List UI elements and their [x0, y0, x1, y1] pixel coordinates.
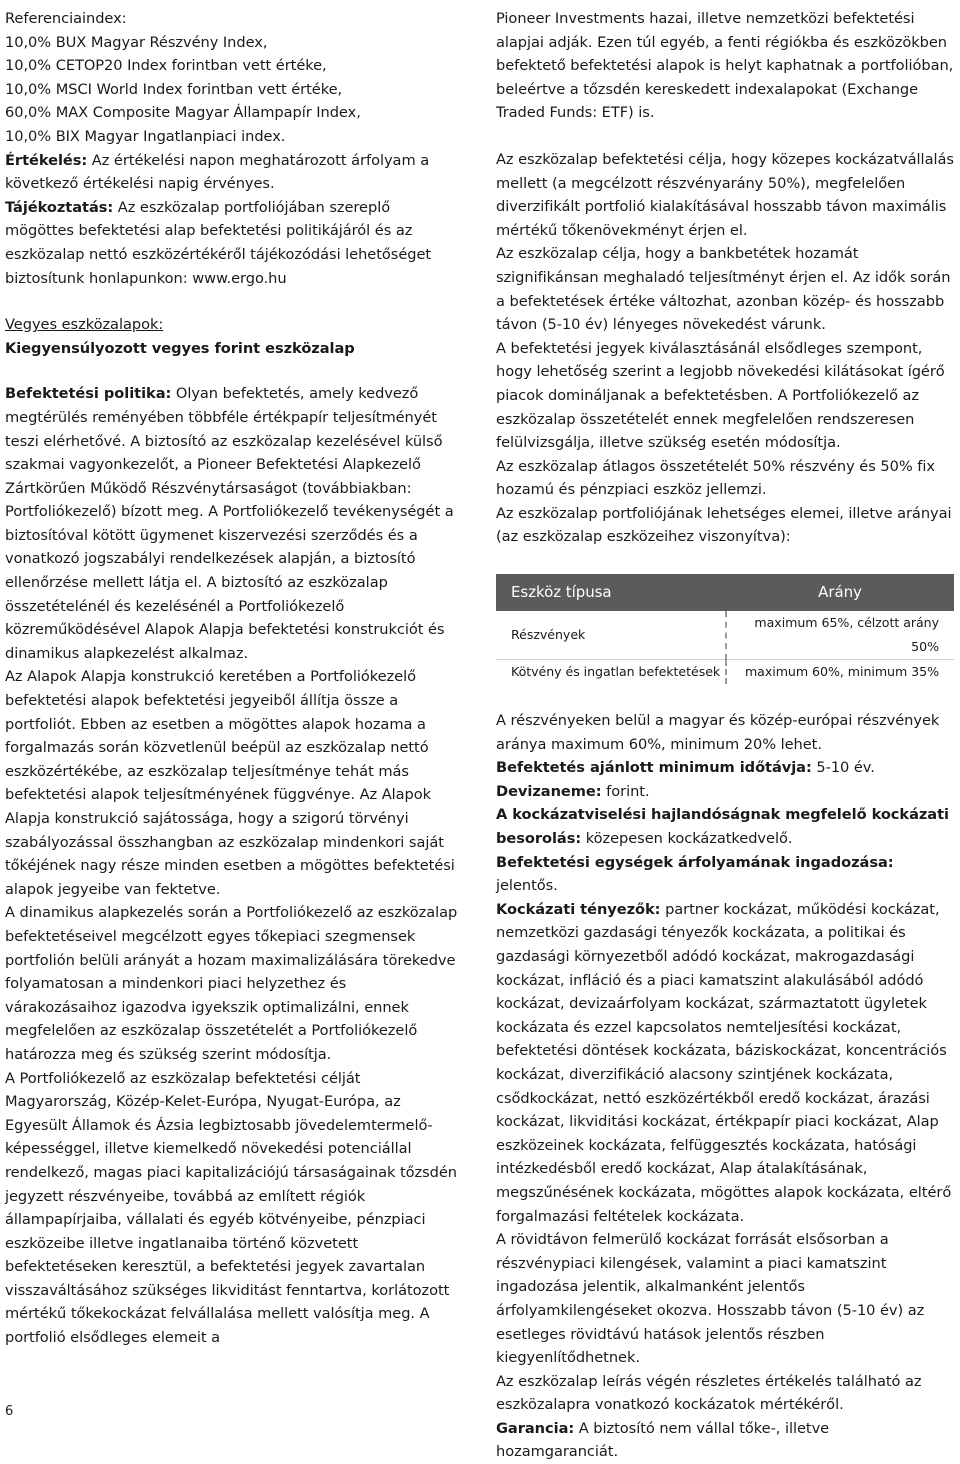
guarantee-line — [496, 1417, 954, 1464]
bank-deposit-paragraph: Az eszközalap célja, hogy a bankbetétek hozamát szignifikánsan meghaladó teljesítményt érjen el. Az idők során a befektetések értéke változhat, azonban közép- és hosszabb távon (5-10 év) lényeges növekedést várunk. — [496, 245, 951, 334]
investment-policy-text: Olyan befektetés, amely kedvező megtérülés reményében többféle értékpapír teljesítményét teszi elérhetővé. A biztosító az eszközalap kezelésével külső szakmai vagyonkezelőt, a Pioneer Befektetési Alapkezelő Zártkörűen Működő Részvénytársaságot (továbbiakban: Portfoliókezelő) bízott meg. A Portfoliókezelő tevékenységét a biztosítóval kötött ügymenet kiszervezési szerződés és a vonatkozó jogszabályi rendelkezések alapján, a biztosító ellenőrzése mellett látja el. A biztosító az eszközalap összetételénél és kezelésénél a Portfoliókezelő közreműködésével Alapok Alapja befektetési konstrukciót és dinamikus alapkezelést alkalmaz. — [5, 385, 454, 662]
table-cell-ratio: maximum 60%, minimum 35% — [744, 664, 939, 680]
time-horizon-label: Befektetés ajánlott minimum időtávja: — [496, 759, 812, 777]
left-column — [5, 7, 460, 1350]
reference-index-line: 10,0% CETOP20 Index forintban vett értéke, — [5, 57, 327, 75]
guarantee-label: Garancia: — [496, 1419, 575, 1437]
volatility-label: Befektetési egységek árfolyamának ingadozása: — [496, 853, 894, 871]
risk-factors-label: Kockázati tényezők: — [496, 900, 661, 918]
information-label: Tájékoztatás: — [5, 198, 114, 216]
table-row — [496, 611, 954, 660]
currency-value: forint. — [601, 782, 650, 800]
valuation-paragraph — [5, 149, 460, 196]
fund-title: Kiegyensúlyozott vegyes forint eszközalap — [5, 339, 355, 357]
valuation-text: Az értékelési napon meghatározott árfolyam a következő értékelési napig érvényes. — [5, 151, 430, 193]
investment-policy-label: Befektetési politika: — [5, 385, 172, 403]
table-header-asset-type: Eszköz típusa — [496, 574, 726, 611]
dynamic-management-paragraph: A dinamikus alapkezelés során a Portfoliókezelő az eszközalap befektetéseivel megcélzott egyes tőkepiaci szegmensek portfolión belüli arányát a hozam maximalizálására törekedve folyamatosan a mindenkori piaci helyzethez és várakozásaihoz igazodva igyekszik optimalizálni, ennek megfelelően az eszközalap összetételét a Portfoliókezelő határozza meg és szükség szerint módosítja. — [5, 904, 458, 1063]
reference-index-line: 10,0% BIX Magyar Ingatlanpiaci index. — [5, 127, 286, 145]
equity-ratio-paragraph: A részvényeken belül a magyar és közép-európai részvények aránya maximum 60%, minimum 20% lehet. — [496, 712, 940, 753]
investment-goal-paragraph: A Portfoliókezelő az eszközalap befektetési célját Magyarország, Közép-Kelet-Európa, Nyugat-Európa, az Egyesült Államok és Ázsia legbiztosabb jövedelemtermelő-képességgel, illetve kiemelkedő növekedési potenciállal rendelkező, magas piaci kapitalizációjú társaságainak tőzsdén jegyzett részvényeibe, továbbá az említett régiók állampapírjaiba, vállalati és egyéb kötvényeibe, pénzpiaci eszközeibe illetve ingatlanaiba történő közvetett befektetéseken keresztül, a befektetési jegyek zavartalan visszaváltásához szükséges likviditást fenntartva, korlátozott mértékű tőkekockázat felvállalása mellett valósítja meg. A portfolió elsődleges elemeit a — [5, 1069, 458, 1347]
description-note-paragraph: Az eszközalap leírás végén részletes értékelés található az eszközalapra vonatkozó kockázatok mértékéről. — [496, 1372, 922, 1414]
valuation-label: Értékelés: — [5, 151, 88, 169]
reference-index-line: 10,0% MSCI World Index forintban vett értéke, — [5, 80, 343, 98]
short-term-risk-paragraph: A rövidtávon felmerülő kockázat forrását elsősorban a részvénypiaci kilengések, valamint a piaci kamatszint ingadozása jelentik, alkalmanként jelentős árfolyamkilengéseket okozva. Hosszabb távon (5-10 év) az esetleges rövidtávú hatások jelentős részben kiegyenlítődhetnek. — [496, 1231, 925, 1367]
unit-selection-paragraph: A befektetési jegyek kiválasztásánál elsődleges szempont, hogy lehetőség szerint a legjobb növekedési kilátásokat ígérő piacok domináljanak a befektetésben. A Portfoliókezelő az eszközalap összetételét ennek megfelelően rendszeresen felülvizsgálja, illetve szükség esetén módosítja. — [496, 339, 945, 452]
fund-of-funds-paragraph: Az Alapok Alapja konstrukció keretében a Portfoliókezelő befektetési alapok befektetési jegyeiből állítja össze a portfoliót. Ebben az esetben a mögöttes alapok hozama a forgalmazás során közvetlenül beépül az eszközalap nettó eszközértékébe, az eszközalap teljesítménye tehát más befektetési alapok teljesítményének függvénye. Az Alapok Alapja konstrukció sajátossága, hogy a szigorú törvényi szabályozással összhangban az eszközalap mindenkori saját tőkéjének nagy része minden esetben a mögöttes befektetési alapok jegyeibe van fektetve. — [5, 668, 455, 898]
average-composition-paragraph: Az eszközalap átlagos összetételét 50% részvény és 50% fix hozamú és pénzpiaci eszköz jellemzi. — [496, 457, 935, 499]
risk-factors-paragraph — [496, 898, 954, 1228]
table-cell-ratio: maximum 65%, célzott arány 50% — [726, 611, 954, 660]
volatility-value: jelentős. — [496, 877, 558, 895]
risk-classification-line — [496, 803, 954, 850]
time-horizon-value: 5-10 év. — [811, 759, 875, 777]
guarantee-value: A biztosító nem vállal tőke-, illetve hozamgaranciát. — [496, 1419, 830, 1461]
right-column — [496, 7, 954, 1464]
information-text: Az eszközalap portfoliójában szereplő mögöttes befektetési alap befektetési politikájáról és az eszközalap nettó eszközértékéről tájékozódási lehetőséget biztosítunk honlapunkon: www.ergo.hu — [5, 198, 432, 287]
reference-index-line: 10,0% BUX Magyar Részvény Index, — [5, 33, 268, 51]
table-header-ratio: Arány — [726, 574, 954, 611]
portfolio-elements-paragraph: Az eszközalap portfoliójának lehetséges elemei, illetve arányai (az eszközalap eszközeihez viszonyítva): — [496, 504, 952, 546]
time-horizon-line — [496, 756, 954, 780]
page-number: 6 — [5, 1404, 14, 1419]
risk-classification-value: közepesen kockázatkedvelő. — [581, 830, 793, 848]
risk-factors-text: partner kockázat, működési kockázat, nemzetközi gazdasági tényezők kockázata, a politikai és gazdasági környezetből adódó kockázat, makrogazdasági kockázat, infláció és a piaci kamatszint alakulásából adódó kockázat, devizaárfolyam kockázat, származtatott ügyletek kockázata és ezzel kapcsolatos nemteljesítési kockázat, befektetési döntések kockázata, báziskockázat, koncentrációs kockázat, diverzifikáció alacsony szintjének kockázata, csődkockázat, nettó eszközértékből eredő kockázat, árazási kockázat, likviditási kockázat, értékpapír piaci kockázat, Alap eszközeinek kockázata, felfüggesztés kockázata, hatósági intézkedésből eredő kockázat, Alap átalakításának, megszűnésének kockázata, mögöttes alapok kockázata, eltérő forgalmazási feltételek kockázata. — [496, 900, 952, 1225]
risk-classification-label: A kockázatviselési hajlandóságnak megfelelő kockázati besorolás: — [496, 806, 949, 848]
asset-allocation-table — [496, 574, 954, 684]
fund-objective-paragraph: Az eszközalap befektetési célja, hogy közepes kockázatvállalás mellett (a megcélzott részvényarány 50%), megfelelően diverzifikált portfolió kialakításával hosszabb távon maximális mértékű tőkenövekményt érjen el. — [496, 150, 954, 239]
table-row — [496, 660, 954, 685]
currency-label: Devizaneme: — [496, 782, 602, 800]
pioneer-paragraph: Pioneer Investments hazai, illetve nemzetközi befektetési alapjai adják. Ezen túl egyéb, a fenti régiókba és eszközökben befektető befektetési alapok is helyt kaphatnak a portfolióban, beleértve a tőzsdén kereskedett indexalapokat (Exchange Traded Funds: ETF) is. — [496, 10, 954, 122]
reference-index-line: 60,0% MAX Composite Magyar Állampapír Index, — [5, 104, 361, 122]
table-header-row — [496, 574, 954, 611]
reference-index-label: Referenciaindex: — [5, 10, 127, 27]
section-category-link[interactable]: Vegyes eszközalapok: — [5, 316, 164, 334]
table-cell-asset: Kötvény és ingatlan befektetések — [496, 660, 726, 685]
information-paragraph — [5, 196, 460, 290]
investment-policy-paragraph — [5, 382, 460, 665]
currency-line — [496, 780, 954, 804]
table-cell-asset: Részvények — [496, 611, 726, 660]
volatility-line — [496, 851, 954, 898]
